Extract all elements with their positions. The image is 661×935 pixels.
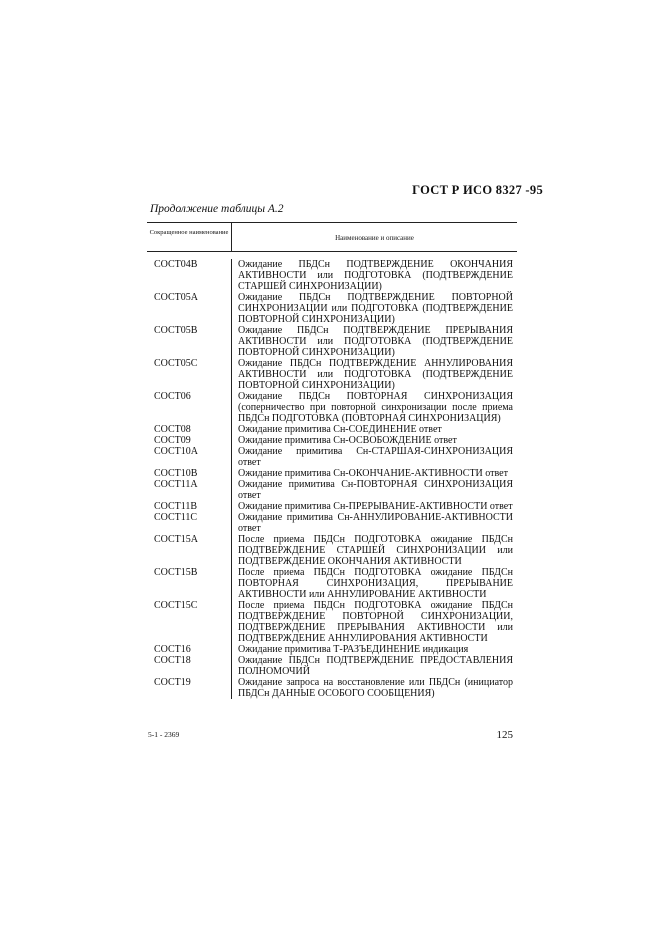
page-number: 125: [496, 729, 513, 741]
description-cell: Ожидание ПБДСн ПОДТВЕРЖДЕНИЕ ОКОНЧАНИЯ АКТИВНОСТИ или ПОДГОТОВКА (ПОДТВЕРЖДЕНИЕ СТАРШЕЙ СИНХРОНИЗАЦИИ): [238, 259, 513, 292]
print-code: 5-1 - 2369: [148, 730, 180, 739]
table-continuation-caption: Продолжение таблицы А.2: [150, 203, 284, 215]
abbreviation-cell: СОСТ05С: [147, 358, 232, 391]
description-cell: Ожидание примитива Сн-АННУЛИРОВАНИЕ-АКТИВНОСТИ ответ: [238, 512, 513, 534]
table-row: [147, 479, 517, 501]
abbreviation-cell: СОСТ05А: [147, 292, 232, 325]
abbreviation-cell: СОСТ08: [147, 424, 232, 435]
description-cell: Ожидание примитива Сн-ОКОНЧАНИЕ-АКТИВНОСТИ ответ: [238, 468, 508, 479]
description-cell: Ожидание примитива Сн-ПОВТОРНАЯ СИНХРОНИЗАЦИЯ ответ: [238, 479, 513, 501]
table-row: [147, 468, 517, 479]
description-cell: Ожидание ПБДСн ПОДТВЕРЖДЕНИЕ ПОВТОРНОЙ СИНХРОНИЗАЦИИ или ПОДГОТОВКА (ПОДТВЕРЖДЕНИЕ ПОВТОРНОЙ СИНХРОНИЗАЦИИ): [238, 292, 513, 325]
table-row: [147, 534, 517, 567]
description-cell: Ожидание примитива Т-РАЗЪЕДИНЕНИЕ индикация: [238, 644, 469, 655]
description-cell: Ожидание ПБДСн ПОДТВЕРЖДЕНИЕ ПРЕДОСТАВЛЕНИЯ ПОЛНОМОЧИЙ: [238, 655, 513, 677]
abbreviation-cell: СОСТ19: [147, 677, 232, 699]
description-cell: Ожидание ПБДСн ПОДТВЕРЖДЕНИЕ АННУЛИРОВАНИЯ АКТИВНОСТИ или ПОДГОТОВКА (ПОДТВЕРЖДЕНИЕ ПОВТОРНОЙ СИНХРОНИЗАЦИИ): [238, 358, 513, 391]
table-row: [147, 292, 517, 325]
abbreviations-table: [147, 222, 517, 699]
description-cell: Ожидание примитива Сн-СОЕДИНЕНИЕ ответ: [238, 424, 442, 435]
description-cell: Ожидание ПБДСн ПОВТОРНАЯ СИНХРОНИЗАЦИЯ (соперничество при повторной синхронизации после приема ПБДСн ПОДГОТОВКА (ПОВТОРНАЯ СИНХРОНИЗАЦИЯ): [238, 391, 513, 424]
abbreviation-cell: СОСТ11С: [147, 512, 232, 534]
abbreviation-cell: СОСТ09: [147, 435, 232, 446]
table-row: [147, 358, 517, 391]
abbreviation-cell: СОСТ15А: [147, 534, 232, 567]
abbreviation-cell: СОСТ04В: [147, 259, 232, 292]
table-row: [147, 259, 517, 292]
table-row: [147, 391, 517, 424]
column-header-description: Наименование и описание: [335, 234, 414, 242]
table-row: [147, 325, 517, 358]
table-header: [147, 223, 517, 252]
table-row: [147, 600, 517, 644]
table-row: [147, 446, 517, 468]
abbreviation-cell: СОСТ10В: [147, 468, 232, 479]
description-cell: Ожидание примитива Сн-ПРЕРЫВАНИЕ-АКТИВНОСТИ ответ: [238, 501, 513, 512]
description-cell: Ожидание примитива Сн-СТАРШАЯ-СИНХРОНИЗАЦИЯ ответ: [238, 446, 513, 468]
abbreviation-cell: СОСТ15С: [147, 600, 232, 644]
table-row: [147, 677, 517, 699]
column-header-code: Сокращенное наименование: [147, 223, 232, 251]
description-cell: После приема ПБДСн ПОДГОТОВКА ожидание ПБДСн ПОДТВЕРЖДЕНИЕ СТАРШЕЙ СИНХРОНИЗАЦИИ или ПОДТВЕРЖДЕНИЕ ОКОНЧАНИЯ АКТИВНОСТИ: [238, 534, 513, 567]
table-row: [147, 501, 517, 512]
document-standard-header: ГОСТ Р ИСО 8327 -95: [412, 183, 543, 197]
description-cell: Ожидание ПБДСн ПОДТВЕРЖДЕНИЕ ПРЕРЫВАНИЯ АКТИВНОСТИ или ПОДГОТОВКА (ПОДТВЕРЖДЕНИЕ ПОВТОРНОЙ СИНХРОНИЗАЦИИ): [238, 325, 513, 358]
abbreviation-cell: СОСТ05В: [147, 325, 232, 358]
table-body: [147, 252, 517, 699]
description-cell: После приема ПБДСн ПОДГОТОВКА ожидание ПБДСн ПОВТОРНАЯ СИНХРОНИЗАЦИЯ, ПРЕРЫВАНИЕ АКТИВНОСТИ или АННУЛИРОВАНИЕ АКТИВНОСТИ: [238, 567, 513, 600]
abbreviation-cell: СОСТ11В: [147, 501, 232, 512]
table-row: [147, 567, 517, 600]
table-row: [147, 424, 517, 435]
table-row: [147, 655, 517, 677]
description-cell: Ожидание примитива Сн-ОСВОБОЖДЕНИЕ ответ: [238, 435, 457, 446]
description-cell: После приема ПБДСн ПОДГОТОВКА ожидание ПБДСн ПОДТВЕРЖДЕНИЕ ПОВТОРНОЙ СИНХРОНИЗАЦИИ, ПОДТВЕРЖДЕНИЕ ПРЕРЫВАНИЯ АКТИВНОСТИ или ПОДТВЕРЖДЕНИЕ АННУЛИРОВАНИЯ АКТИВНОСТИ: [238, 600, 513, 644]
abbreviation-cell: СОСТ10А: [147, 446, 232, 468]
abbreviation-cell: СОСТ16: [147, 644, 232, 655]
abbreviation-cell: СОСТ06: [147, 391, 232, 424]
table-row: [147, 512, 517, 534]
description-cell: Ожидание запроса на восстановление или ПБДСн (инициатор ПБДСн ДАННЫЕ ОСОБОГО СООБЩЕНИЯ): [238, 677, 513, 699]
table-row: [147, 644, 517, 655]
abbreviation-cell: СОСТ11А: [147, 479, 232, 501]
table-row: [147, 435, 517, 446]
abbreviation-cell: СОСТ15В: [147, 567, 232, 600]
abbreviation-cell: СОСТ18: [147, 655, 232, 677]
